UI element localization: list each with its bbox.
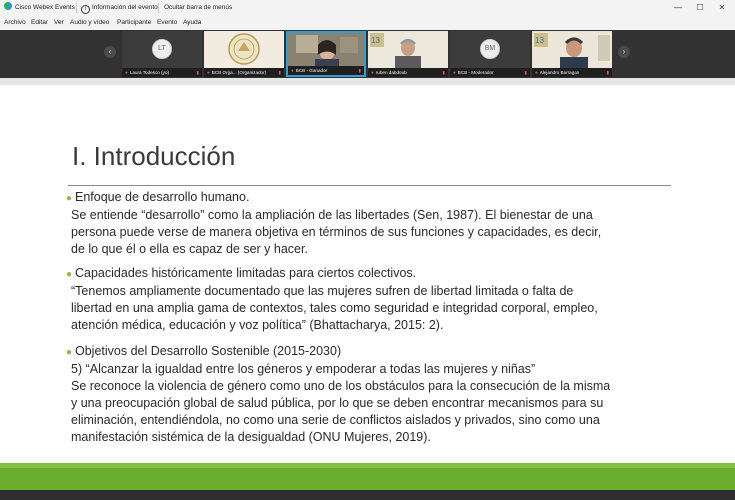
bullet-heading: Enfoque de desarrollo humano.	[75, 190, 250, 204]
title-bar	[0, 0, 735, 16]
participant-video	[122, 31, 202, 68]
signal-icon: ▮	[358, 68, 361, 73]
participant-tile[interactable]	[204, 31, 284, 77]
bullet-text: persona puede verse de manera objetiva en términos de sus funciones y capacidades, es decir,	[71, 225, 602, 239]
svg-text:13: 13	[371, 36, 380, 45]
bullet-text: 5) “Alcanzar la igualdad entre los géneros y empoderar a todas las mujeres y niñas”	[71, 362, 536, 376]
bullet-text: libertad en una amplia gama de contextos, tales como seguridad e integridad corporal, empleo,	[71, 301, 598, 315]
muted-mic-icon: ●	[453, 70, 456, 75]
bottom-strip	[0, 490, 735, 500]
close-icon[interactable]: ✕	[718, 3, 726, 12]
participant-label	[204, 68, 284, 77]
slide-footer-highlight	[0, 463, 735, 468]
participant-video	[204, 31, 284, 68]
participant-suffix: (yo)	[161, 70, 170, 75]
muted-mic-icon: ●	[207, 70, 210, 75]
bullet-text: Se entiende “desarrollo” como la ampliación de las libertades (Sen, 1987). El bienestar de una	[71, 208, 593, 222]
webex-logo-icon	[4, 2, 12, 10]
bullet-text: “Tenemos ampliamente documentado que las mujeres sufren de libertad limitada o falta de	[71, 284, 574, 298]
participant-tile[interactable]	[450, 31, 530, 77]
participant-video	[532, 31, 612, 68]
bullet-dot-icon: ●	[66, 347, 73, 358]
bullet-heading: Objetivos del Desarrollo Sostenible (2015-2030)	[75, 344, 342, 358]
bullet-dot-icon: ●	[66, 269, 73, 280]
participant-strip	[0, 30, 735, 78]
signal-icon: ▮	[606, 70, 609, 75]
participant-tile-active[interactable]	[286, 31, 366, 77]
event-info-label: Información del evento	[92, 4, 158, 11]
signal-icon: ▮	[278, 70, 281, 75]
slide-title: I. Introducción	[72, 141, 236, 171]
maximize-icon[interactable]: ☐	[696, 3, 704, 12]
participant-tile[interactable]	[122, 31, 202, 77]
menu-editar[interactable]: Editar	[31, 19, 48, 26]
participant-name: Alejandro Barragan	[539, 70, 580, 75]
bullet-dot-icon: ●	[66, 193, 73, 204]
bullet-item	[66, 189, 686, 258]
bullet-text: atención médica, educación y voz política” (Bhattacharya, 2015: 2).	[71, 318, 444, 332]
organization-seal-icon	[204, 31, 284, 68]
hide-menu-bar-label: Ocultar barra de menús	[164, 4, 233, 11]
menu-bar	[0, 16, 735, 30]
participant-tile[interactable]	[532, 31, 612, 77]
strip-next-button[interactable]: ›	[618, 46, 630, 58]
bullet-item	[66, 343, 686, 446]
hide-menu-bar-button[interactable]	[164, 0, 232, 16]
bullet-text: y una preocupación global de salud pública, por lo que se deben encontrar mecanismos para su	[71, 396, 604, 410]
info-icon: i	[81, 5, 90, 14]
app-tab[interactable]	[4, 0, 75, 16]
bullet-text: eliminación, entendiéndola, no como una serie de conflictos aislados y privados, sino como una	[71, 413, 600, 427]
slide-top-band	[0, 78, 735, 85]
muted-mic-icon: ●	[371, 70, 374, 75]
participant-video	[368, 31, 448, 68]
participant-label	[122, 68, 202, 77]
event-info-tab[interactable]	[81, 0, 158, 16]
speaker-video-icon	[532, 31, 612, 68]
participant-name: Laura Todesco	[129, 70, 160, 75]
signal-icon: ▮	[196, 70, 199, 75]
menu-ver[interactable]: Ver	[54, 19, 64, 26]
participant-tile[interactable]	[368, 31, 448, 77]
svg-text:13: 13	[535, 36, 544, 45]
tab-divider	[158, 3, 159, 13]
bullet-text: manifestación sistémica de la desigualdad (ONU Mujeres, 2019).	[71, 430, 431, 444]
signal-icon: ▮	[524, 70, 527, 75]
bullet-text: Se reconoce la violencia de género como uno de los obstáculos para la consecución de la misma	[71, 379, 611, 393]
menu-participante[interactable]: Participante	[117, 19, 152, 26]
participant-suffix: (Organizador)	[237, 70, 267, 75]
participant-label	[532, 68, 612, 77]
title-divider	[68, 185, 671, 186]
participant-name: ruben dabdoub	[375, 70, 407, 75]
bullet-text: de lo que él o ella es capaz de ser y hacer.	[71, 242, 308, 256]
muted-mic-icon: ●	[291, 68, 294, 73]
avatar: BM	[480, 39, 500, 59]
participant-label	[450, 68, 530, 77]
minimize-icon[interactable]: —	[674, 3, 682, 12]
speaker-video-icon	[368, 31, 448, 68]
muted-mic-icon: ●	[125, 70, 128, 75]
bullet-item	[66, 265, 686, 334]
participant-label	[368, 68, 448, 77]
participant-name: BCB - Ganador	[295, 68, 328, 73]
shared-slide	[0, 85, 735, 465]
participant-name: BCB Orga...	[211, 70, 237, 75]
muted-mic-icon: ●	[535, 70, 538, 75]
menu-evento[interactable]: Evento	[157, 19, 178, 26]
participant-name: BCB - Moderador	[457, 70, 494, 75]
strip-prev-button[interactable]: ‹	[104, 46, 116, 58]
participant-video	[288, 33, 364, 70]
menu-archivo[interactable]: Archivo	[4, 19, 26, 26]
bullet-heading: Capacidades históricamente limitadas para ciertos colectivos.	[75, 266, 417, 280]
app-tab-label: Cisco Webex Events	[15, 4, 75, 11]
speaker-video-icon	[288, 33, 366, 70]
tab-divider	[76, 3, 77, 13]
avatar: LT	[152, 39, 172, 59]
menu-audio-video[interactable]: Audio y vídeo	[70, 19, 110, 26]
menu-ayuda[interactable]: Ayuda	[183, 19, 202, 26]
signal-icon: ▮	[442, 70, 445, 75]
participant-video	[450, 31, 530, 68]
participant-label	[288, 66, 364, 75]
